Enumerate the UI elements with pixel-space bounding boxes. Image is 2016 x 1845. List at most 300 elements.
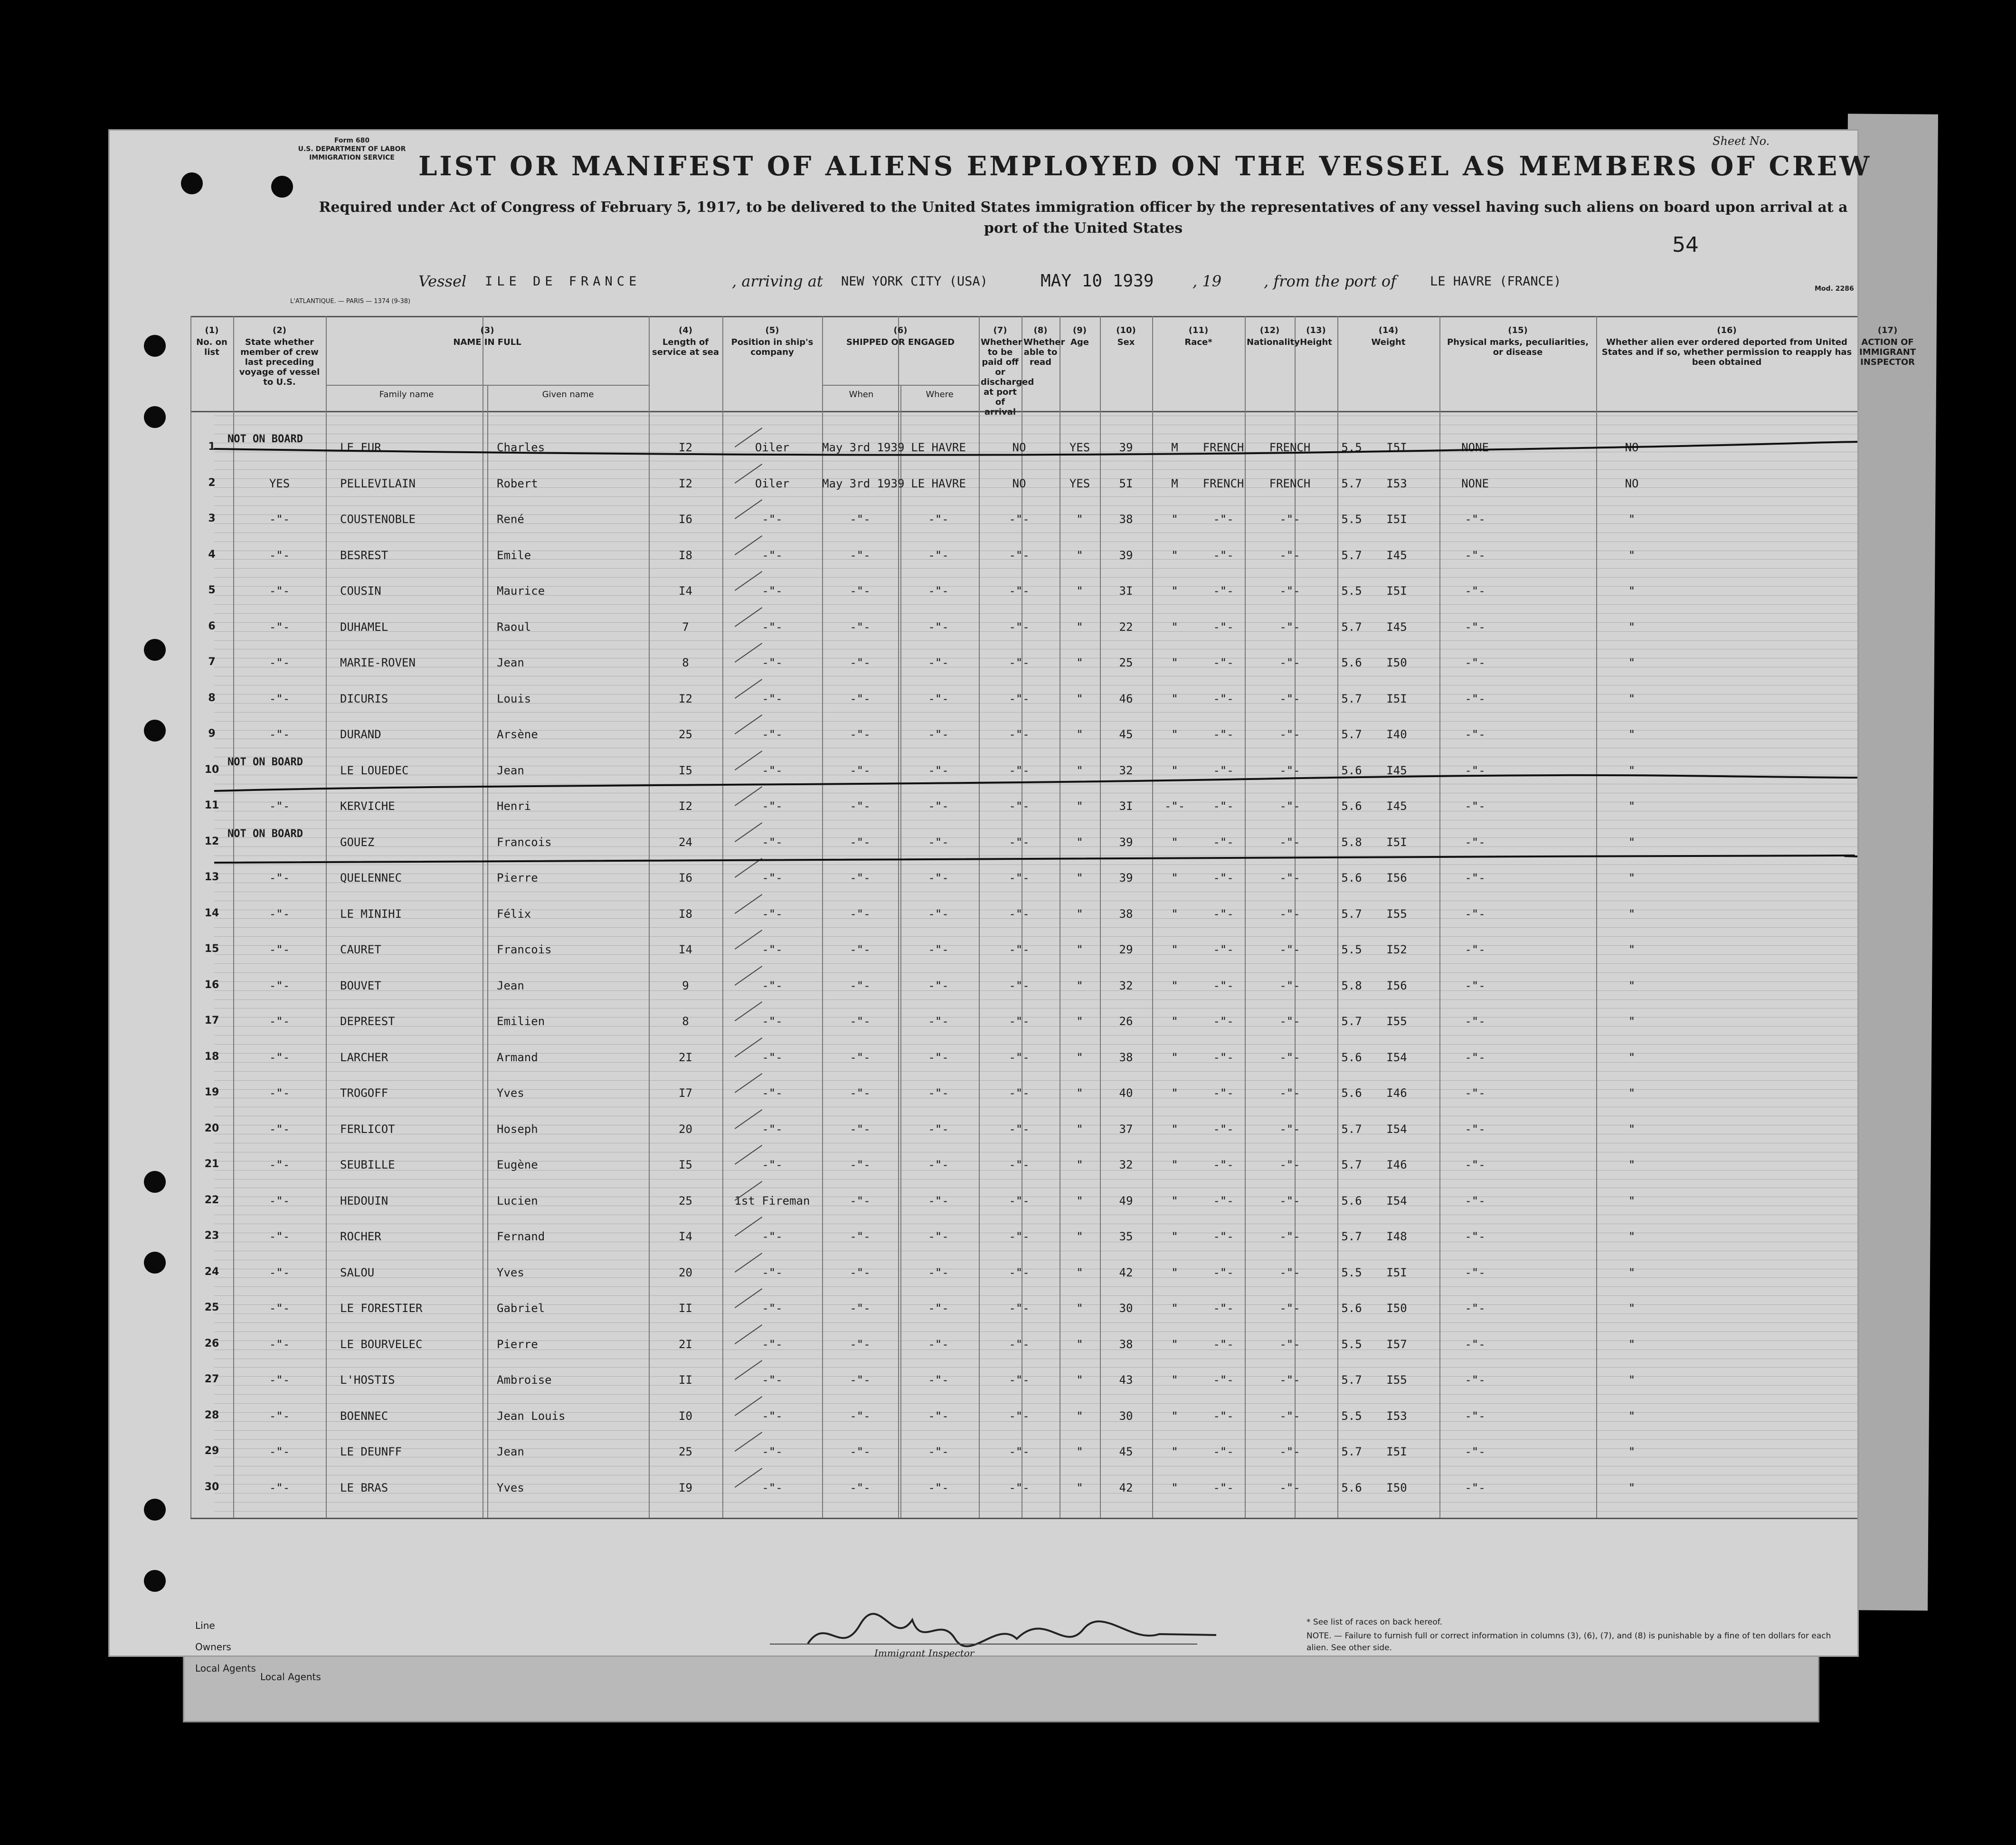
cell-deported: " [1628,1265,1636,1279]
cell-height: 5.7 [1341,1373,1362,1387]
cell-height: 5.7 [1341,476,1362,490]
cell-family: BOUVET [340,979,381,992]
cell-no: 3 [208,513,216,524]
cell-sex: " [1171,1050,1178,1064]
cell-where: -"- [928,943,949,956]
cell-when: -"- [850,1337,871,1351]
cell-deported: " [1628,1445,1636,1458]
cell-service: 25 [679,1194,692,1208]
cell-height: 5.7 [1341,548,1362,562]
cell-paid: -"- [1009,1409,1030,1423]
cell-where: -"- [928,871,949,884]
cell-read: " [1076,1086,1083,1100]
cell-when: -"- [850,1194,871,1208]
column-label: NAME IN FULL [453,337,521,347]
cell-height: 5.5 [1341,1409,1362,1423]
cell-no: 11 [204,799,219,811]
cell-race: -"- [1213,1265,1234,1279]
cell-marks: -"- [1465,1337,1486,1351]
cell-service: I2 [679,799,692,813]
cell-given: René [497,513,524,526]
cell-sex: " [1171,1158,1178,1171]
cell-weight: I57 [1386,1337,1407,1351]
cell-where: -"- [928,1337,949,1351]
cell-age: 3I [1119,584,1133,598]
cell-given: Jean [497,763,524,777]
strike-lines [110,316,1857,1598]
cell-where: -"- [928,1194,949,1208]
cell-paid: -"- [1009,1122,1030,1136]
cell-age: 26 [1119,1015,1133,1028]
cell-height: 5.7 [1341,907,1362,921]
cell-weight: I48 [1386,1230,1407,1243]
cell-no: 22 [204,1194,219,1206]
cell-given: Charles [497,441,545,454]
cell-when: -"- [850,656,871,669]
cell-weight: I40 [1386,728,1407,741]
cell-marks: -"- [1465,584,1486,598]
sheet-number-label: Sheet No. [1713,134,1770,148]
cell-prev: YES [269,476,290,490]
page-subtitle: Required under Act of Congress of February 5, 1917, to be delivered to the United States immigration officer by the representatives of any vessel having such aliens on board upon arrival at a port of the United States [319,199,1848,237]
cell-race: -"- [1213,1445,1234,1458]
cell-paid: -"- [1009,763,1030,777]
cell-prev: -"- [269,692,290,705]
year-label: , 19 [1193,272,1222,290]
cell-sex: " [1171,763,1178,777]
cell-family: L'HOSTIS [340,1373,395,1387]
cell-marks: -"- [1465,1194,1486,1208]
cell-read: " [1076,871,1083,884]
cell-nat: -"- [1279,979,1300,992]
column-number: (5) [765,325,779,335]
cell-no: 21 [204,1158,219,1170]
cell-paid: -"- [1009,584,1030,598]
cell-read: " [1076,584,1083,598]
cell-where: -"- [928,1015,949,1028]
cell-paid: -"- [1009,513,1030,526]
cell-position: -"- [762,799,783,813]
cell-prev: -"- [269,728,290,741]
cell-where: -"- [928,1265,949,1279]
cell-deported: " [1628,799,1636,813]
cell-read: " [1076,1158,1083,1171]
cell-read: " [1076,1050,1083,1064]
cell-nat: -"- [1279,1015,1300,1028]
cell-position: -"- [762,979,783,992]
cell-race: -"- [1213,513,1234,526]
cell-paid: -"- [1009,692,1030,705]
cell-position: -"- [762,513,783,526]
cell-read: " [1076,1122,1083,1136]
cell-service: 20 [679,1265,692,1279]
cell-prev: -"- [269,656,290,669]
printer-imprint: L'ATLANTIQUE. — PARIS — 1374 (9-38) [290,298,411,305]
cell-family: LE LOUEDEC [340,763,409,777]
cell-where: -"- [928,907,949,921]
cell-weight: I45 [1386,763,1407,777]
cell-weight: I5I [1386,1445,1407,1458]
cell-race: -"- [1213,620,1234,634]
cell-service: 7 [682,620,689,634]
cell-age: 29 [1119,943,1133,956]
cell-position: -"- [762,1481,783,1494]
cell-deported: " [1628,1194,1636,1208]
cell-sex: " [1171,656,1178,669]
column-label: Length of service at sea [652,337,719,357]
cell-age: 49 [1119,1194,1133,1208]
punch-hole [271,176,293,198]
cell-where: -"- [928,584,949,598]
column-number: (10) [1116,325,1136,335]
cell-race: -"- [1213,1481,1234,1494]
cell-no: 23 [204,1230,219,1242]
cell-prev: NOT ON BOARD [227,827,303,840]
cell-paid: -"- [1009,1337,1030,1351]
cell-weight: I5I [1386,1265,1407,1279]
cell-marks: -"- [1465,799,1486,813]
cell-when: -"- [850,871,871,884]
cell-given: Jean [497,656,524,669]
cell-race: -"- [1213,763,1234,777]
cell-sex: " [1171,1194,1178,1208]
cell-when: -"- [850,979,871,992]
cell-sex: " [1171,1373,1178,1387]
cell-read: " [1076,656,1083,669]
cell-age: 39 [1119,871,1133,884]
column-number: (12) [1259,325,1280,335]
cell-marks: -"- [1465,1481,1486,1494]
cell-when: May 3rd 1939 [822,441,905,454]
cell-height: 5.6 [1341,763,1362,777]
cell-service: II [679,1302,692,1315]
cell-given: Yves [497,1086,524,1100]
cell-height: 5.6 [1341,799,1362,813]
cell-weight: I54 [1386,1122,1407,1136]
cell-when: -"- [850,907,871,921]
cell-family: ROCHER [340,1230,381,1243]
cell-where: -"- [928,1373,949,1387]
cell-family: TROGOFF [340,1086,388,1100]
cell-no: 9 [208,728,216,740]
cell-age: 35 [1119,1230,1133,1243]
cell-position: -"- [762,1445,783,1458]
cell-paid: -"- [1009,548,1030,562]
cell-nat: -"- [1279,871,1300,884]
cell-when: -"- [850,692,871,705]
cell-family: MARIE-ROVEN [340,656,416,669]
model-number: Mod. 2286 [1815,285,1854,293]
cell-race: -"- [1213,871,1234,884]
cell-given: Jean [497,979,524,992]
cell-paid: -"- [1009,1445,1030,1458]
cell-nat: -"- [1279,1230,1300,1243]
cell-service: I8 [679,907,692,921]
cell-sex: " [1171,1230,1178,1243]
cell-position: -"- [762,656,783,669]
cell-weight: I5I [1386,584,1407,598]
cell-paid: -"- [1009,1086,1030,1100]
cell-family: PELLEVILAIN [340,476,416,490]
cell-height: 5.6 [1341,1481,1362,1494]
cell-family: LE BRAS [340,1481,388,1494]
cell-age: 39 [1119,835,1133,849]
cell-where: LE HAVRE [911,476,966,490]
sub-column-header: Where [926,390,954,399]
cell-family: GOUEZ [340,835,375,849]
cell-deported: " [1628,1409,1636,1423]
cell-nat: -"- [1279,656,1300,669]
cell-position: -"- [762,1409,783,1423]
cell-race: -"- [1213,907,1234,921]
cell-when: -"- [850,1050,871,1064]
cell-prev: -"- [269,1122,290,1136]
cell-given: Gabriel [497,1302,545,1315]
cell-position: -"- [762,548,783,562]
cell-nat: -"- [1279,1409,1300,1423]
cell-deported: " [1628,584,1636,598]
cell-marks: -"- [1465,835,1486,849]
column-number: (11) [1188,325,1209,335]
cell-read: " [1076,513,1083,526]
cell-where: -"- [928,656,949,669]
cell-deported: " [1628,871,1636,884]
column-label: Race* [1184,337,1212,347]
cell-when: -"- [850,799,871,813]
cell-where: -"- [928,1230,949,1243]
cell-given: Armand [497,1050,538,1064]
strike-line-row-12 [214,856,1857,863]
race-note: * See list of races on back hereof. [1306,1617,1442,1627]
cell-height: 5.6 [1341,1194,1362,1208]
cell-paid: -"- [1009,1265,1030,1279]
cell-service: I4 [679,584,692,598]
cell-family: KERVICHE [340,799,395,813]
cell-given: Félix [497,907,531,921]
local-agents-label: Local Agents [195,1663,256,1674]
cell-sex: " [1171,1481,1178,1494]
cell-family: LARCHER [340,1050,388,1064]
cell-given: Pierre [497,1337,538,1351]
cell-race: -"- [1213,656,1234,669]
cell-when: -"- [850,1015,871,1028]
cell-paid: -"- [1009,871,1030,884]
cell-given: Lucien [497,1194,538,1208]
cell-read: YES [1069,441,1090,454]
cell-given: Emile [497,548,531,562]
cell-race: FRENCH [1202,441,1244,454]
cell-family: DUHAMEL [340,620,388,634]
cell-race: -"- [1213,1373,1234,1387]
column-label: Whether alien ever ordered deported from United States and if so, whether permission to reapply has been obtained [1601,337,1852,367]
cell-position: -"- [762,835,783,849]
cell-marks: -"- [1465,692,1486,705]
inspector-label: Immigrant Inspector [874,1647,975,1659]
cell-where: -"- [928,1158,949,1171]
cell-weight: I50 [1386,656,1407,669]
column-number: (6) [893,325,908,335]
cell-no: 18 [204,1050,219,1063]
cell-age: 37 [1119,1122,1133,1136]
cell-race: FRENCH [1202,476,1244,490]
cell-height: 5.6 [1341,1302,1362,1315]
cell-race: -"- [1213,1015,1234,1028]
cell-no: 10 [204,763,219,776]
cell-marks: -"- [1465,656,1486,669]
cell-service: 2I [679,1050,692,1064]
cell-paid: -"- [1009,656,1030,669]
column-label: Position in ship's company [731,337,814,357]
cell-prev: -"- [269,799,290,813]
cell-where: -"- [928,763,949,777]
cell-read: " [1076,548,1083,562]
cell-when: -"- [850,1445,871,1458]
cell-age: 39 [1119,548,1133,562]
cell-sex: " [1171,835,1178,849]
column-number: (14) [1378,325,1399,335]
cell-where: -"- [928,1086,949,1100]
cell-weight: I55 [1386,1373,1407,1387]
column-label: Whether to be paid off or discharged at port of arrival [981,337,1034,417]
sub-column-header: Family name [379,390,434,399]
cell-read: " [1076,943,1083,956]
cell-paid: -"- [1009,1230,1030,1243]
cell-position: -"- [762,1337,783,1351]
cell-where: -"- [928,1445,949,1458]
cell-when: May 3rd 1939 [822,476,905,490]
cell-read: " [1076,1373,1083,1387]
cell-read: " [1076,1015,1083,1028]
cell-read: " [1076,763,1083,777]
cell-sex: " [1171,979,1178,992]
cell-marks: -"- [1465,1445,1486,1458]
vessel-label: Vessel [418,272,467,290]
cell-paid: -"- [1009,1302,1030,1315]
cell-nat: -"- [1279,513,1300,526]
cell-age: 45 [1119,1445,1133,1458]
cell-family: DEPREEST [340,1015,395,1028]
cell-sex: " [1171,1122,1178,1136]
cell-nat: -"- [1279,799,1300,813]
cell-where: -"- [928,1481,949,1494]
cell-service: 9 [682,979,689,992]
cell-height: 5.7 [1341,692,1362,705]
cell-when: -"- [850,1122,871,1136]
cell-marks: -"- [1465,1302,1486,1315]
cell-nat: -"- [1279,1337,1300,1351]
cell-position: -"- [762,584,783,598]
cell-deported: " [1628,1337,1636,1351]
cell-weight: I5I [1386,513,1407,526]
manifest-sheet [108,129,1916,1674]
cell-no: 25 [204,1302,219,1313]
cell-weight: I46 [1386,1086,1407,1100]
cell-no: 13 [204,871,219,883]
cell-deported: " [1628,835,1636,849]
cell-sex: " [1171,584,1178,598]
cell-nat: FRENCH [1269,441,1311,454]
cell-height: 5.5 [1341,1265,1362,1279]
cell-paid: -"- [1009,1015,1030,1028]
column-number: (17) [1877,325,1898,335]
cell-sex: " [1171,1015,1178,1028]
cell-prev: -"- [269,1194,290,1208]
cell-deported: " [1628,513,1636,526]
cell-paid: -"- [1009,1373,1030,1387]
cell-deported: " [1628,979,1636,992]
cell-nat: -"- [1279,1445,1300,1458]
cell-read: " [1076,1445,1083,1458]
cell-given: Robert [497,476,538,490]
column-label: State whether member of crew last preceding voyage of vessel to U.S. [239,337,320,387]
cell-nat: -"- [1279,692,1300,705]
cell-height: 5.7 [1341,1230,1362,1243]
cell-no: 20 [204,1122,219,1134]
cell-nat: -"- [1279,763,1300,777]
cell-nat: -"- [1279,584,1300,598]
cell-read: " [1076,1409,1083,1423]
cell-prev: NOT ON BOARD [227,433,303,445]
cell-sex: -"- [1164,799,1185,813]
cell-given: Ambroise [497,1373,552,1387]
owners-label: Owners [195,1641,231,1653]
cell-age: 43 [1119,1373,1133,1387]
cell-height: 5.7 [1341,728,1362,741]
cell-position: -"- [762,943,783,956]
cell-weight: I52 [1386,943,1407,956]
cell-where: -"- [928,548,949,562]
cell-no: 14 [204,907,219,919]
cell-no: 16 [204,979,219,991]
cell-height: 5.5 [1341,1337,1362,1351]
cell-prev: -"- [269,1481,290,1494]
cell-service: I6 [679,513,692,526]
cell-sex: " [1171,1302,1178,1315]
cell-race: -"- [1213,943,1234,956]
cell-when: -"- [850,1302,871,1315]
cell-given: Pierre [497,871,538,884]
cell-weight: I45 [1386,620,1407,634]
cell-sex: M [1171,476,1178,490]
cell-given: Henri [497,799,531,813]
column-label: Whether able to read [1023,337,1065,367]
cell-sex: " [1171,728,1178,741]
penalty-note [1306,1630,1834,1654]
form-info [281,136,423,162]
sub-column-header: When [849,390,874,399]
cell-no: 15 [204,943,219,955]
cell-marks: -"- [1465,1230,1486,1243]
cell-given: Maurice [497,584,545,598]
cell-no: 6 [208,620,216,632]
cell-race: -"- [1213,1050,1234,1064]
cell-weight: I53 [1386,476,1407,490]
cell-nat: -"- [1279,620,1300,634]
cell-sex: " [1171,692,1178,705]
cell-nat: -"- [1279,943,1300,956]
cell-paid: -"- [1009,907,1030,921]
cell-position: Oiler [755,476,790,490]
cell-where: -"- [928,620,949,634]
cell-sex: " [1171,513,1178,526]
cell-when: -"- [850,548,871,562]
cell-race: -"- [1213,1122,1234,1136]
column-label: No. on list [196,337,227,357]
cell-weight: I54 [1386,1194,1407,1208]
cell-given: Fernand [497,1230,545,1243]
column-label: Weight [1371,337,1406,347]
cell-deported: " [1628,1015,1636,1028]
